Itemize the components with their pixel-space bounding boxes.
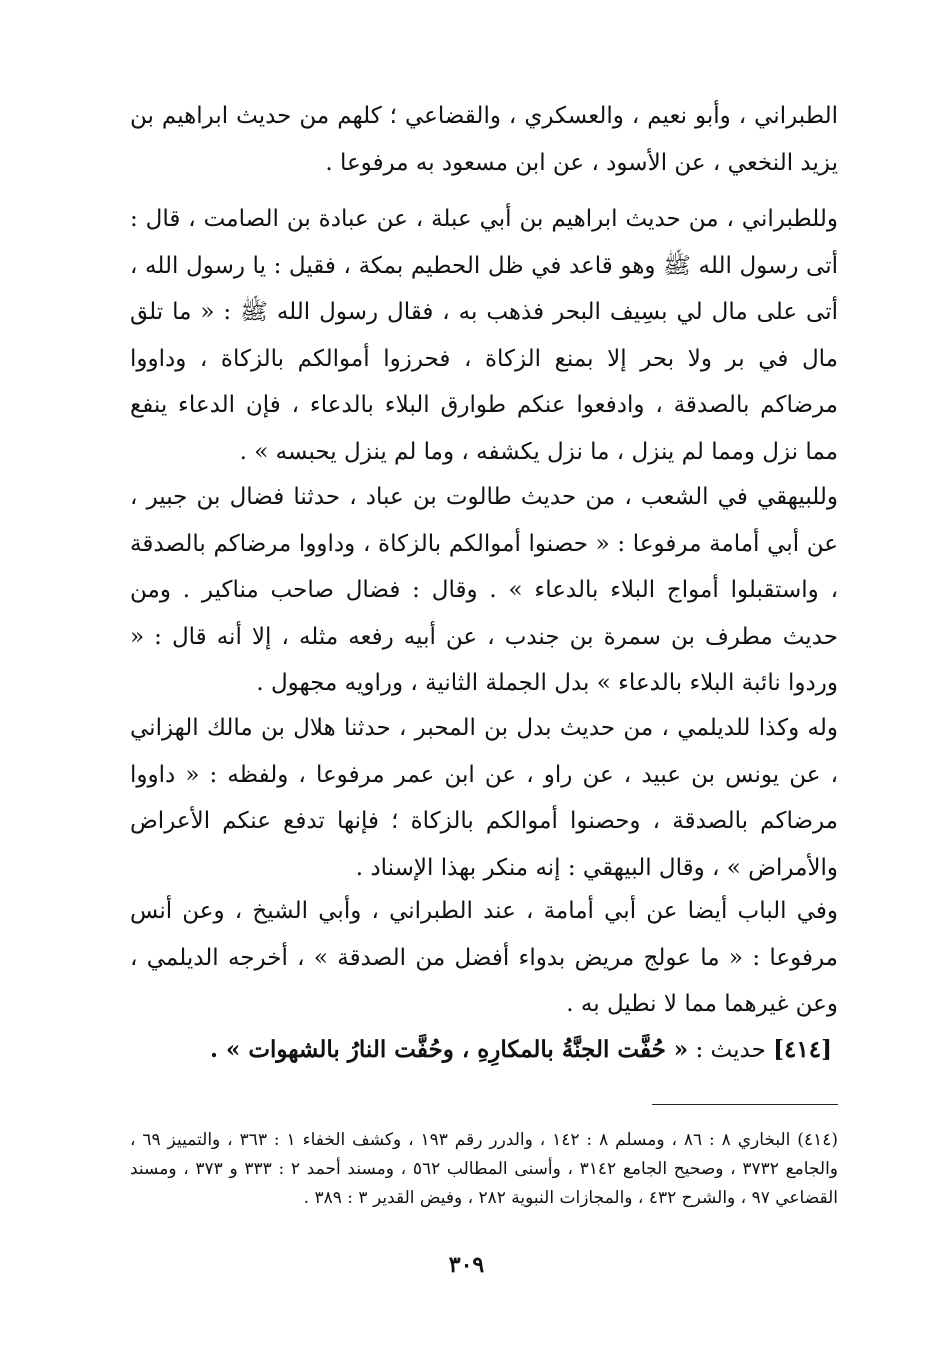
paragraph-abi-umama-anas: وفي الباب أيضا عن أبي أمامة ، عند الطبراني ، وأبي الشيخ ، وعن أنس مرفوعا : « ما عولج مريض بدواء أفضل من الصدقة » ، أخرجه الديلمي ، وعن غيرهما مما لا نطيل به . xyxy=(130,898,838,1017)
paragraph-daylami: وله وكذا للديلمي ، من حديث بدل بن المحبر ، حدثنا هلال بن مالك الهزاني ، عن يونس بن عبيد ، عن راو ، عن ابن عمر مرفوعا ، ولفظه : « داووا مرضاكم بالصدقة ، وحصنوا أموالكم بالزكاة ؛ فإنها تدفع عنكم الأعراض والأمراض » ، وقال البيهقي : إنه منكر بهذا الإسناد . xyxy=(130,715,838,881)
page-number: ٣٠٩ xyxy=(448,1252,485,1278)
hadith-number: [٤١٤] xyxy=(773,1036,832,1063)
hadith-heading xyxy=(130,1028,832,1072)
paragraph-tabarani-ibn-masud: الطبراني ، وأبو نعيم ، والعسكري ، والقضاعي ؛ كلهم من حديث ابراهيم بن يزيد النخعي ، عن الأسود ، عن ابن مسعود به مرفوعا . xyxy=(130,103,838,176)
hadith-text: « حُفَّت الجنَّةُ بالمكارِهِ ، وحُفَّت النارُ بالشهوات » . xyxy=(209,1036,689,1063)
paragraph-bayhaqi-shuab: وللبيهقي في الشعب ، من حديث طالوت بن عباد ، حدثنا فضال بن جبير ، عن أبي أمامة مرفوعا : « حصنوا أموالكم بالزكاة ، وداووا مرضاكم بالصدقة ، واستقبلوا أمواج البلاء بالدعاء » . وقال : فضال صاحب مناكير . ومن حديث مطرف بن سمرة بن جندب ، عن أبيه رفعه مثله ، إلا أنه قال : « وردوا نائبة البلاء بالدعاء » بدل الجملة الثانية ، وراويه مجهول . xyxy=(130,484,838,696)
paragraph-ubada-ibn-samit: وللطبراني ، من حديث ابراهيم بن أبي عبلة ، عن عبادة بن الصامت ، قال : أتى رسول الله ﷺ وهو قاعد في ظل الحطيم بمكة ، فقيل : يا رسول الله ، أتى على مال لي بسِيف البحر فذهب به ، فقال رسول الله ﷺ : « ما تلق مال في بر ولا بحر إلا بمنع الزكاة ، فحرزوا أموالكم بالزكاة ، وداووا مرضاكم بالصدقة ، وادفعوا عنكم طوارق البلاء بالدعاء ، فإن الدعاء ينفع مما نزل ومما لم ينزل ، ما نزل يكشفه ، وما لم ينزل يحبسه » . xyxy=(130,206,838,465)
hadith-prefix: حديث : xyxy=(695,1037,766,1063)
footnote-separator xyxy=(652,1104,838,1105)
footnote-414: (٤١٤) البخاري ٨ : ٨٦ ، ومسلم ٨ : ١٤٢ ، والدرر رقم ١٩٣ ، وكشف الخفاء ١ : ٣٦٣ ، والتمييز ٦٩ ، والجامع ٣٧٣٢ ، وصحيح الجامع ٣١٤٢ ، وأسنى المطالب ٥٦٢ ، ومسند أحمد ٢ : ٣٣٣ و ٣٧٣ ، ومسند القضاعي ٩٧ ، والشرح ٤٣٢ ، والمجازات النبوية ٢٨٢ ، وفيض القدير ٣ : ٣٨٩ . xyxy=(130,1130,838,1208)
